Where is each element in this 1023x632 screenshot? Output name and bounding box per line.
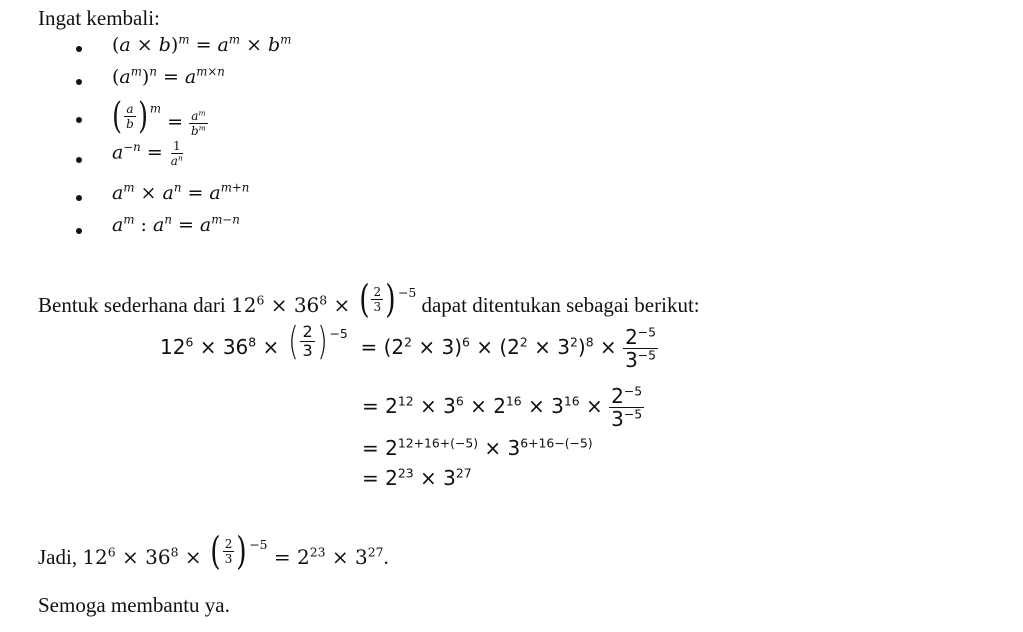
rule-power-of-product: $(a \times b)^m = a^m \times b^m$ bbox=[112, 32, 292, 56]
derivation-step-1: $12^6 \times 36^8$ × ( $\frac{2}{3}$ ) $^{-5} = (2^2 \times 3)^6 \times (2^2 \times 3^2)^8$ × $\frac{2^{-5}}{3^{-5}}$ bbox=[160, 319, 657, 372]
bullet-icon bbox=[76, 228, 82, 234]
derivation-step-3: = $2^{12+16+(-5)} \times 3^{6+16-(-5)}$ bbox=[362, 435, 593, 460]
intro-sentence bbox=[38, 277, 700, 321]
rule-power-of-power: $(a^m)^n = a^{m\times n}$ bbox=[112, 64, 225, 88]
conclusion-sentence bbox=[38, 529, 389, 573]
derivation-step-2: = $2^{12} \times 3^6 \times 2^{16} \times 3^{16}$ × $\frac{2^{-5}}{3^{-5}}$ bbox=[362, 383, 643, 431]
intro-before: Bentuk sederhana dari bbox=[38, 293, 226, 317]
rule-quotient-same-base: $a^m$ : $a^n = a^{m-n}$ bbox=[112, 212, 240, 236]
rule-product-same-base: $a^m \times a^n = a^{m+n}$ bbox=[112, 180, 250, 204]
bullet-icon bbox=[76, 46, 82, 52]
intro-expression: $12^6 \times 36^8$ × ( $\frac{2}{3}$ ) $^{-5}$ bbox=[231, 277, 417, 321]
bullet-icon bbox=[76, 157, 82, 163]
conclusion-expression: $12^6 \times 36^8$ × ( $\frac{2}{3}$ ) $^{-5} = 2^{23} \times 3^{27}$ bbox=[82, 529, 384, 573]
closing-sentence: Semoga membantu ya. bbox=[38, 593, 230, 617]
intro-after: dapat ditentukan sebagai berikut: bbox=[421, 293, 700, 317]
conclusion-period: . bbox=[383, 545, 389, 569]
conclusion-prefix: Jadi, bbox=[38, 545, 78, 569]
bullet-icon bbox=[76, 117, 82, 123]
recall-heading: Ingat kembali: bbox=[38, 6, 160, 30]
derivation-step-4: = $2^{23} \times 3^{27}$ bbox=[362, 465, 472, 490]
rule-negative-exponent: $a^{-n}$ = $\frac{1}{a^n}$ bbox=[112, 139, 183, 168]
rule-power-of-quotient: ( $\frac{a}{b}$ ) $^m$ = $\frac{a^m}{b^m}$ bbox=[112, 95, 206, 138]
bullet-icon bbox=[76, 195, 82, 201]
bullet-icon bbox=[76, 79, 82, 85]
